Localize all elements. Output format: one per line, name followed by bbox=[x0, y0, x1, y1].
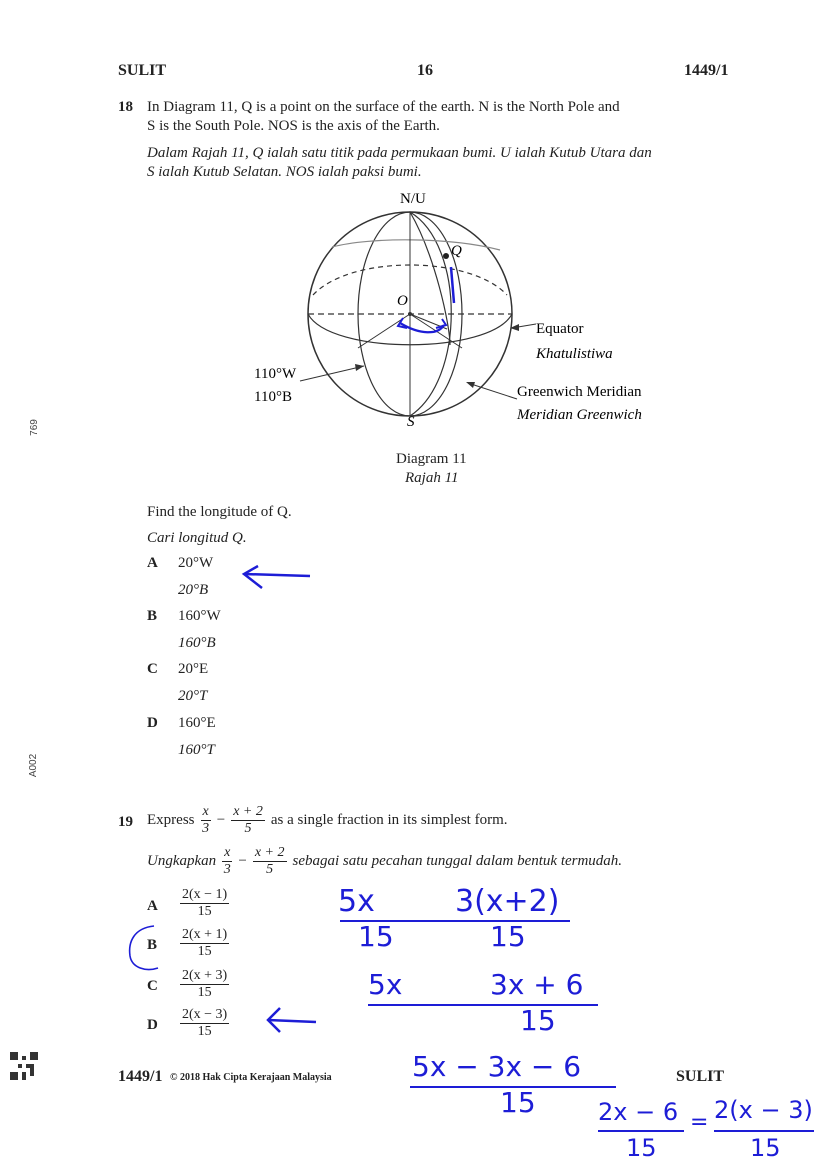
q18-option-b-ms: 160°B bbox=[178, 635, 216, 651]
label-o: O bbox=[397, 293, 408, 309]
hw-line4-den-right: 15 bbox=[750, 1134, 781, 1162]
diagram-11-globe bbox=[240, 185, 680, 430]
side-label-top: 769 bbox=[28, 419, 40, 436]
diagram-caption-ms: Rajah 11 bbox=[405, 470, 459, 486]
q19-text-ms: Ungkapkan $\frac{x}{3}$ − $\frac{x + 2}{5}$ sebagai satu pecahan tunggal dalam bentuk termudah. bbox=[147, 845, 623, 877]
q18-option-d-ms: 160°T bbox=[178, 742, 215, 758]
diagram-caption-en: Diagram 11 bbox=[396, 451, 467, 467]
q18-text-ms: Dalam Rajah 11, Q ialah satu titik pada permukaan bumi. U ialah Kutub Utara dan S ialah Kutub Selatan. NOS ialah paksi bumi. bbox=[147, 145, 652, 180]
hw-line4-bar-right bbox=[714, 1130, 814, 1132]
hw-line1-left: 5x bbox=[338, 884, 375, 919]
q19-text-en: Express $\frac{x}{3}$ − $\frac{x + 2}{5}$ as a single fraction in its simplest form. bbox=[147, 804, 508, 836]
qr-code-icon bbox=[10, 1052, 38, 1080]
q18-question-en: Find the longitude of Q. bbox=[147, 504, 292, 520]
pen-arrow-q19 bbox=[262, 1004, 322, 1034]
q19-option-d-letter[interactable]: D bbox=[147, 1017, 158, 1033]
q18-option-c-en: 20°E bbox=[178, 661, 209, 677]
hw-line4-bar-left bbox=[598, 1130, 684, 1132]
footer-copyright: © 2018 Hak Cipta Kerajaan Malaysia bbox=[170, 1072, 332, 1083]
side-label-bottom: A002 bbox=[28, 753, 40, 778]
hw-line1-den-right: 15 bbox=[490, 920, 526, 953]
header-right: 1449/1 bbox=[684, 62, 729, 79]
hw-line4-right: 2(x − 3) bbox=[714, 1096, 813, 1124]
hw-line1-den-left: 15 bbox=[358, 920, 394, 953]
q19-option-d-fraction: $\frac{2(x - 3)}{15}$ bbox=[182, 1007, 228, 1039]
q18-option-c-letter[interactable]: C bbox=[147, 661, 158, 677]
pen-circle-q19-b bbox=[124, 922, 174, 974]
hw-line2-bar bbox=[368, 1004, 598, 1006]
q18-option-b-letter[interactable]: B bbox=[147, 608, 158, 624]
hw-line4-left: 2x − 6 bbox=[598, 1098, 679, 1126]
q18-option-a-letter[interactable]: A bbox=[147, 555, 158, 571]
q18-option-d-en: 160°E bbox=[178, 715, 216, 731]
page-number: 16 bbox=[417, 62, 433, 79]
hw-line4-eq: = bbox=[690, 1110, 709, 1135]
q18-option-d-letter[interactable]: D bbox=[147, 715, 158, 731]
label-north: N/U bbox=[400, 191, 426, 207]
header-left: SULIT bbox=[118, 62, 167, 79]
hw-line2-right: 3x + 6 bbox=[490, 968, 584, 1001]
hw-line1-right: 3(x+2) bbox=[455, 884, 560, 919]
q18-option-b-en: 160°W bbox=[178, 608, 221, 624]
q19-option-b-fraction: $\frac{2(x + 1)}{15}$ bbox=[182, 927, 228, 959]
q18-option-c-ms: 20°T bbox=[178, 688, 208, 704]
label-meridian-greenwich: Meridian Greenwich bbox=[517, 407, 642, 423]
q19-number: 19 bbox=[118, 814, 133, 830]
footer-right: SULIT bbox=[676, 1068, 725, 1085]
q19-option-a-fraction: $\frac{2(x - 1)}{15}$ bbox=[182, 887, 228, 919]
q18-question-ms: Cari longitud Q. bbox=[147, 530, 247, 546]
latitude-arc bbox=[332, 240, 500, 250]
hw-line2-left: 5x bbox=[368, 968, 403, 1001]
q19-option-c-fraction: $\frac{2(x + 3)}{15}$ bbox=[182, 968, 228, 1000]
label-greenwich: Greenwich Meridian bbox=[517, 384, 642, 400]
q19-option-b-letter[interactable]: B bbox=[147, 937, 158, 953]
q18-option-a-ms: 20°B bbox=[178, 582, 209, 598]
label-q: Q bbox=[451, 243, 462, 259]
q18-text-en: In Diagram 11, Q is a point on the surface of the earth. N is the North Pole and S is the South Pole. NOS is the axis of the Earth. bbox=[147, 99, 620, 134]
label-equator: Equator bbox=[536, 321, 584, 337]
q19-option-a-letter[interactable]: A bbox=[147, 898, 158, 914]
pen-arrow-q18 bbox=[238, 564, 318, 594]
label-110b: 110°B bbox=[254, 389, 292, 405]
q18-number: 18 bbox=[118, 99, 133, 115]
label-110w: 110°W bbox=[254, 366, 297, 382]
q18-option-a-en: 20°W bbox=[178, 555, 214, 571]
hw-line2-den: 15 bbox=[520, 1004, 556, 1037]
label-s: S bbox=[407, 414, 415, 430]
hw-line3-den: 15 bbox=[500, 1086, 536, 1119]
q19-option-c-letter[interactable]: C bbox=[147, 978, 158, 994]
point-q bbox=[443, 253, 449, 259]
hw-line3: 5x − 3x − 6 bbox=[412, 1050, 582, 1083]
hw-line4-den-left: 15 bbox=[626, 1134, 657, 1162]
label-khatulistiwa: Khatulistiwa bbox=[536, 346, 613, 362]
footer-code: 1449/1 bbox=[118, 1068, 163, 1085]
